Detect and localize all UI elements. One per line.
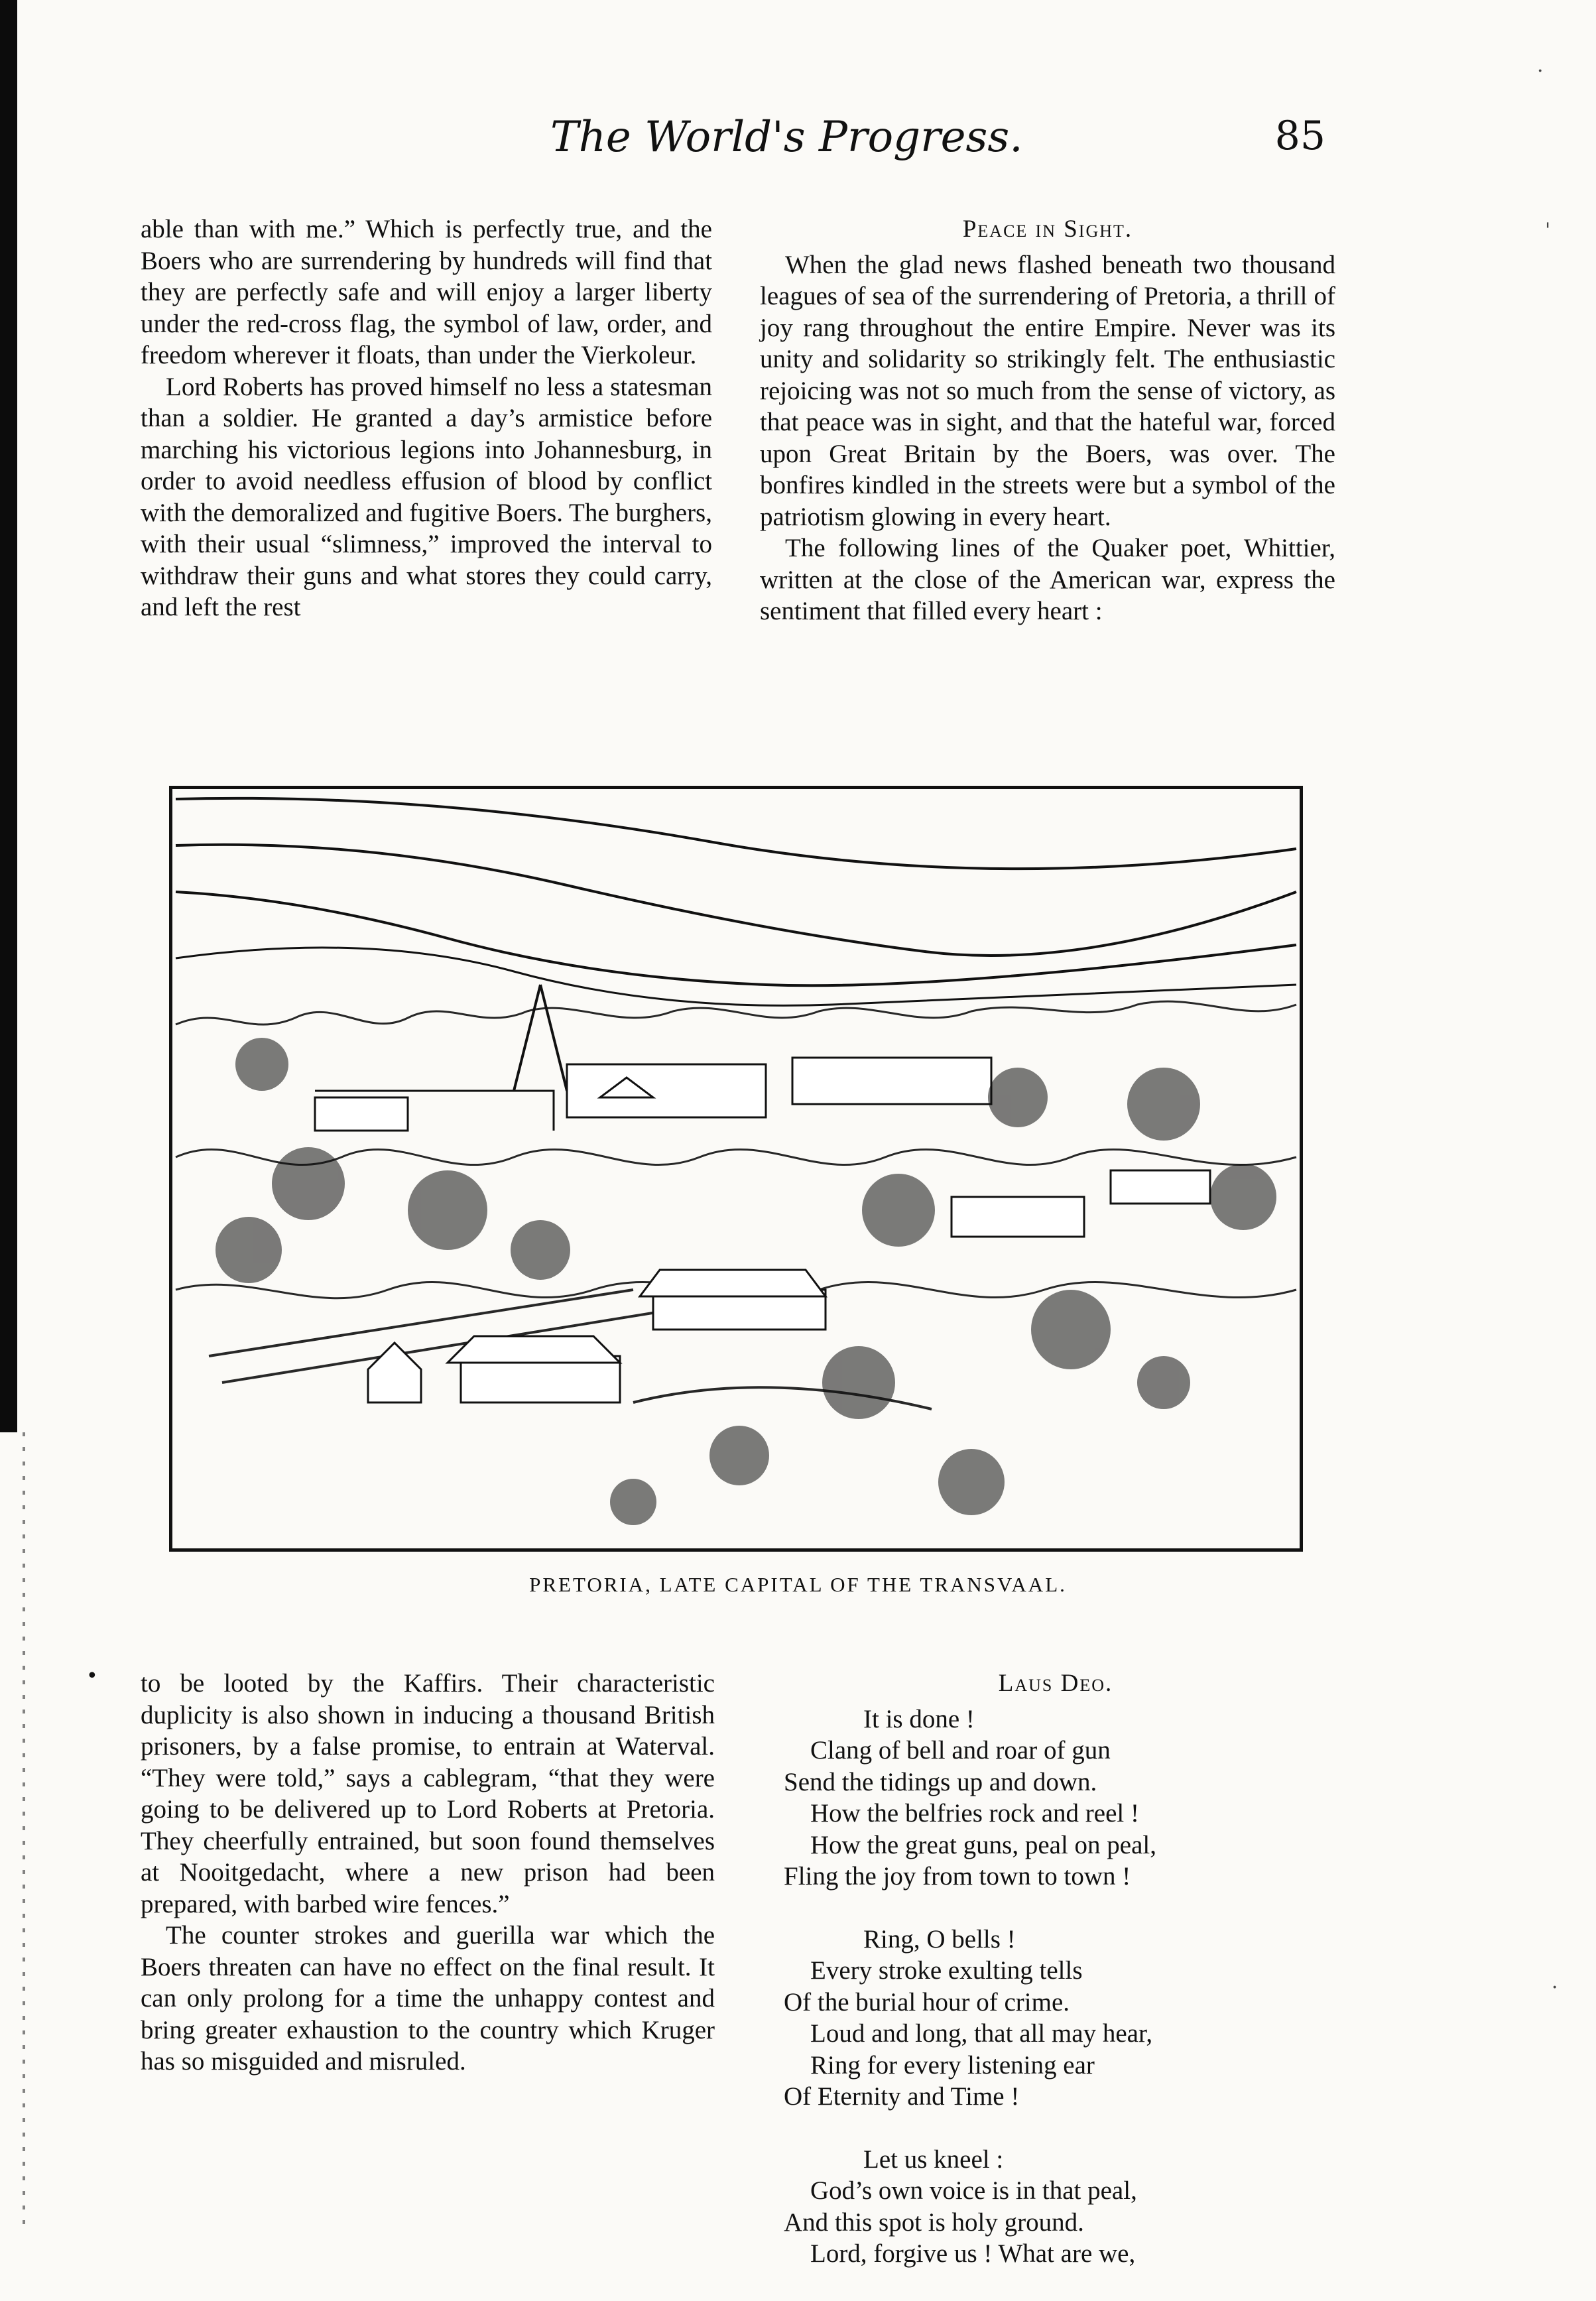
paragraph: The counter strokes and guerilla war which the Boers threaten can have no effect on the final result. It can only prolong for a time the unhappy contest and bring greater exhaustion to the country which Kruger has so misguided and misruled.	[141, 1921, 715, 2076]
running-title: The World's Progress.	[550, 113, 1023, 162]
scan-speck: '	[1545, 219, 1551, 242]
scan-speck: ·	[1537, 60, 1544, 83]
paragraph: The following lines of the Quaker poet, Whittier, written at the close of the American war, express the sentiment that filled every heart :	[760, 534, 1335, 625]
page-number: 85	[1274, 113, 1325, 159]
poem-stanza	[784, 2144, 1327, 2270]
binding-dots	[23, 1432, 25, 2228]
paragraph: able than with me.” Which is perfectly true, and the Boers who are surrendering by hundreds will find that they are perfectly safe and will enjoy a larger liberty under the red-cross flag, the symbol of law, order, and freedom wherever it floats, than under the Vierkoleur.	[141, 215, 712, 369]
column-left-bottom	[141, 1668, 715, 2078]
poem-line: Of the burial hour of crime.	[784, 1987, 1070, 2017]
page-binding-edge	[0, 0, 17, 1432]
pretoria-illustration	[169, 786, 1303, 1552]
poem-line: Clang of bell and roar of gun	[810, 1736, 1111, 1765]
poem-line: Lord, forgive us ! What are we,	[810, 2239, 1136, 2268]
poem-line: It is done !	[863, 1704, 975, 1733]
poem-line: Let us kneel :	[863, 2145, 1004, 2174]
column-right-top	[760, 214, 1335, 627]
poem-line: God’s own voice is in that peal,	[810, 2176, 1137, 2205]
poem-line: How the belfries rock and reel !	[810, 1799, 1139, 1828]
poem-line: And this spot is holy ground.	[784, 2208, 1084, 2237]
column-left-top	[141, 214, 712, 623]
poem-stanza	[784, 1924, 1327, 2113]
margin-bullet: •	[86, 1664, 98, 1688]
poem-line: Ring, O bells !	[863, 1924, 1016, 1954]
poem-line: Fling the joy from town to town !	[784, 1862, 1131, 1891]
poem-line: Every stroke exulting tells	[810, 1956, 1083, 1985]
poem-line: How the great guns, peal on peal,	[810, 1830, 1157, 1859]
poem-line: Send the tidings up and down.	[784, 1767, 1097, 1796]
poem-title: Laus Deo.	[998, 1670, 1113, 1697]
poem-line: Loud and long, that all may hear,	[810, 2019, 1153, 2048]
poem-line: Of Eternity and Time !	[784, 2082, 1020, 2111]
paragraph: Lord Roberts has proved himself no less a statesman than a soldier. He granted a day’s armistice before marching his victorious legions into Johannesburg, in order to avoid needless effusion of blood by conflict with the demoralized and fugitive Boers. The burghers, with their usual “slimness,” improved the interval to withdraw their guns and what stores they could carry, and left the rest	[141, 372, 712, 621]
poem-line: Ring for every listening ear	[810, 2050, 1095, 2080]
scan-speck: ·	[1552, 1976, 1558, 1999]
poem-stanza	[784, 1704, 1327, 1893]
paragraph: to be looted by the Kaffirs. Their characteristic duplicity is also shown in inducing a thousand British prisoners, by a false promise, to entrain at Waterval. “They were told,” says a cablegram, “that they were going to be delivered up to Lord Roberts at Pretoria. They cheerfully entrained, but soon found themselves at Nooitgedacht, where a new prison had been prepared, with barbed wire fences.”	[141, 1669, 715, 1918]
figure-caption: PRETORIA, LATE CAPITAL OF THE TRANSVAAL.	[529, 1573, 1067, 1596]
paragraph: When the glad news flashed beneath two thousand leagues of sea of the surrendering of Pretoria, a thrill of joy rang throughout the entire Empire. Never was its unity and solidarity so strikingly felt. The enthusiastic rejoicing was not so much from the sense of victory, as that peace was in sight, and that the hateful war, forced upon Great Britain by the Boers, was over. The bonfires kindled in the streets were but a symbol of the patriotism glowing in every heart.	[760, 250, 1335, 531]
section-heading: Peace in Sight.	[962, 216, 1133, 243]
poem	[784, 1668, 1327, 2301]
